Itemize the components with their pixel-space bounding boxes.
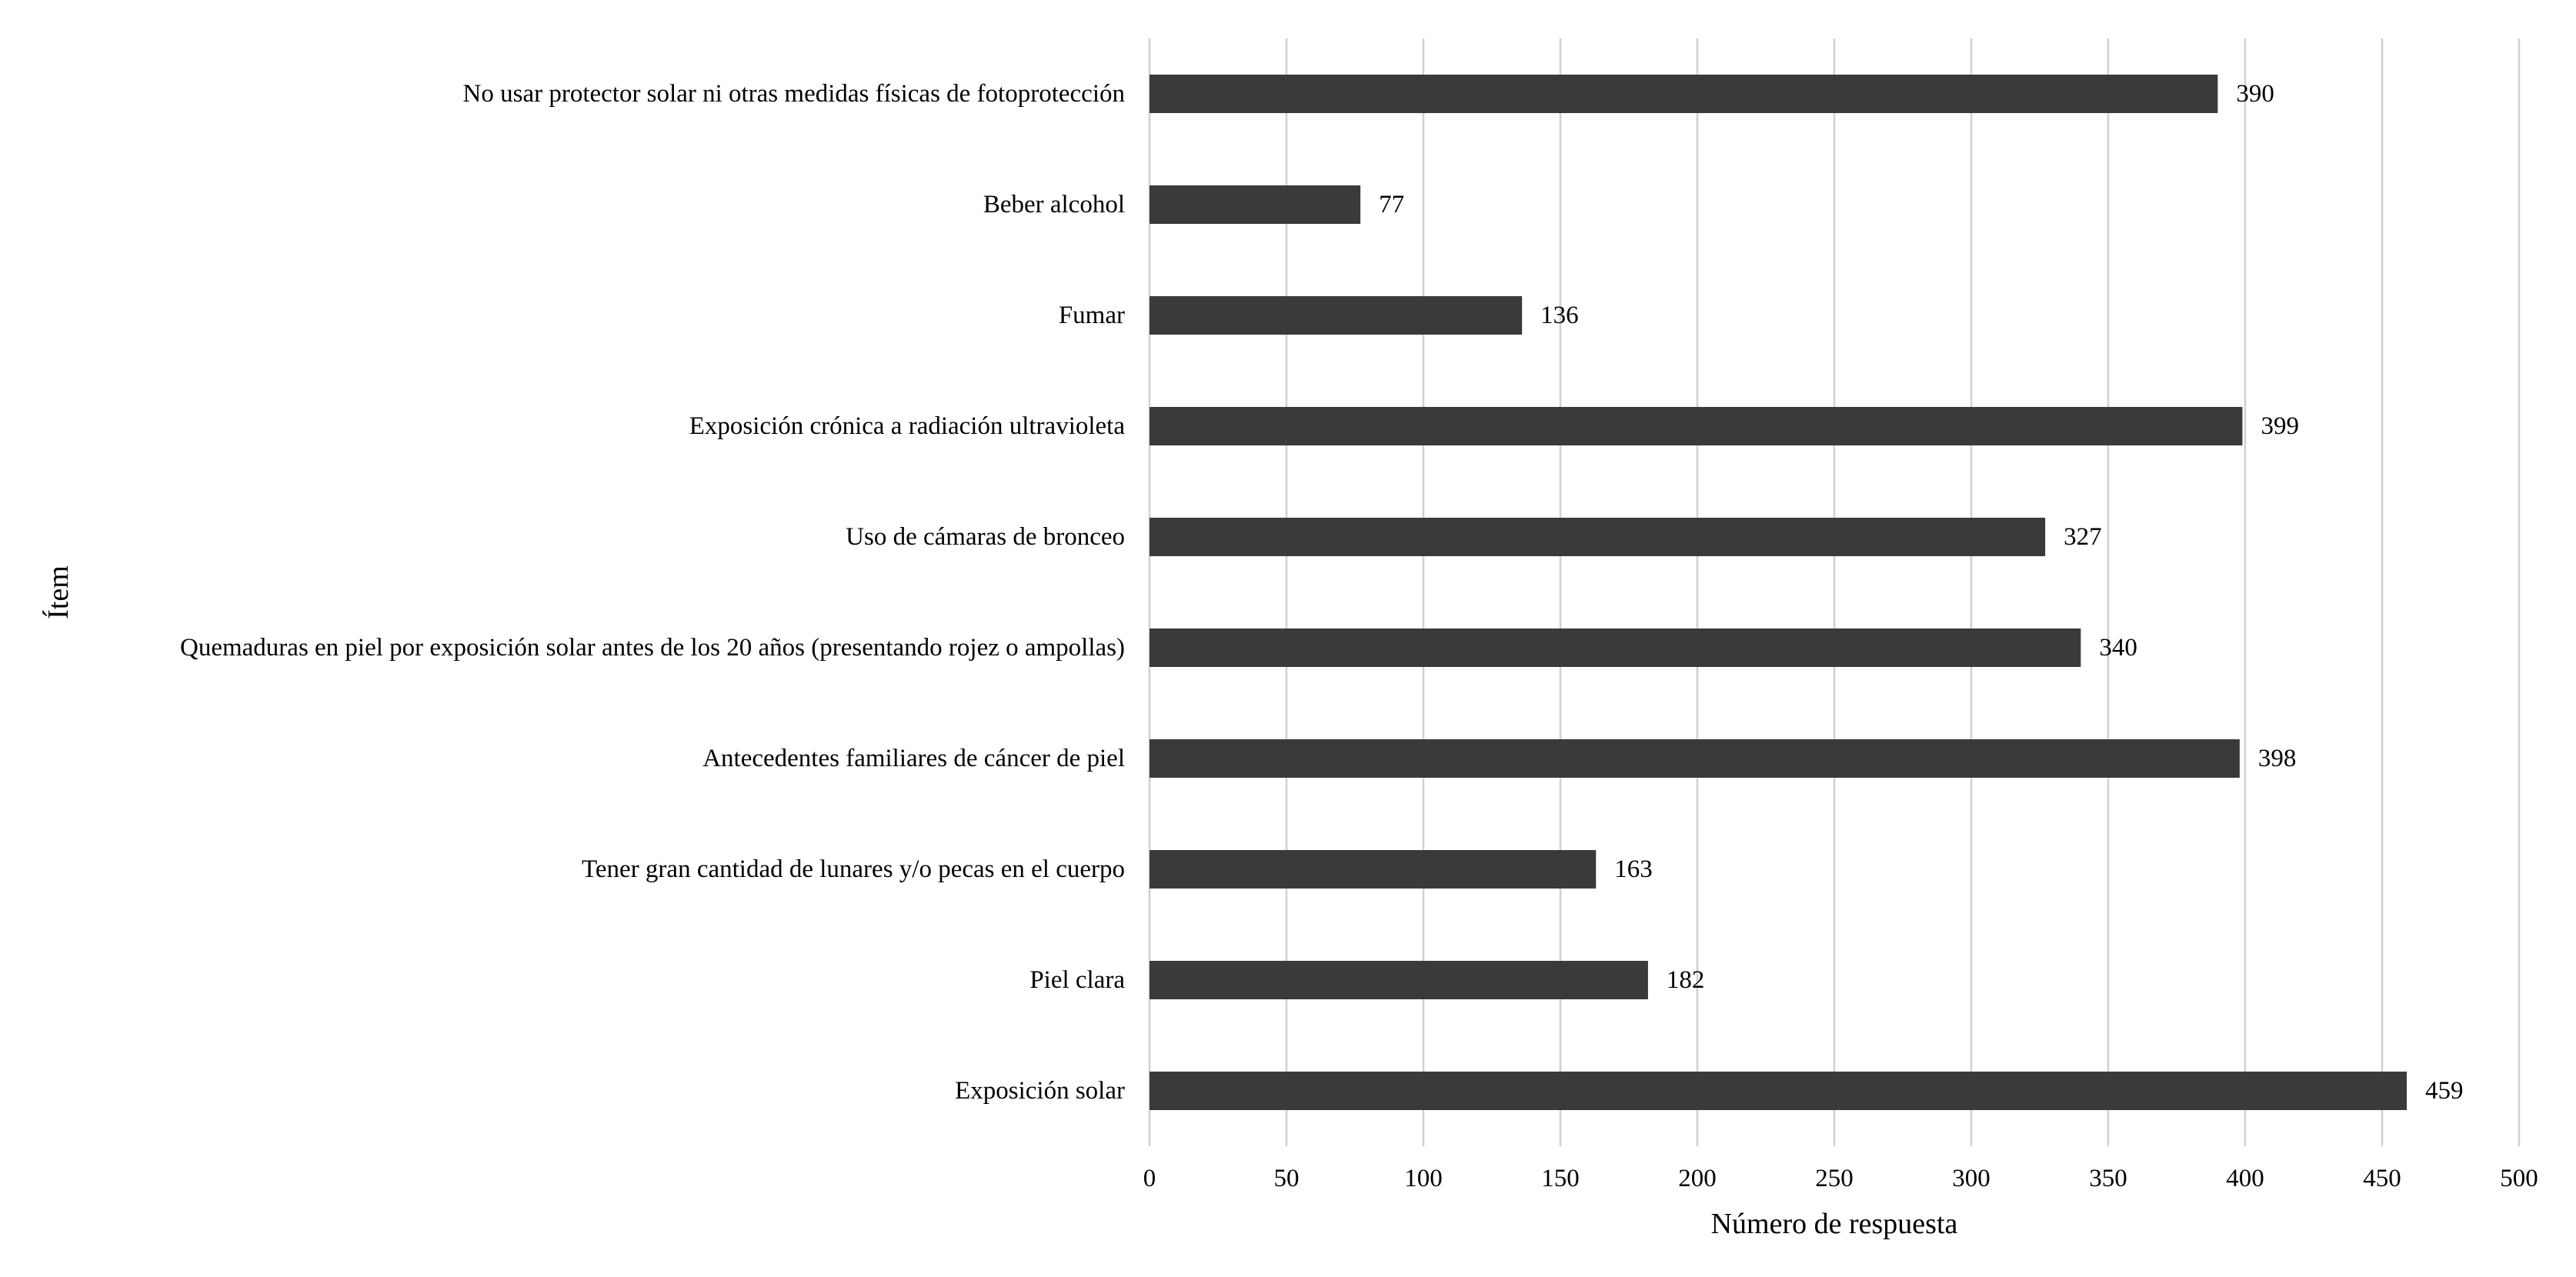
category-label: No usar protector solar ni otras medidas físicas de fotoprotección xyxy=(462,80,1125,108)
bar xyxy=(1150,739,2240,778)
y-axis-title: Ítem xyxy=(42,565,75,619)
category-labels xyxy=(180,80,1125,1105)
category-label: Beber alcohol xyxy=(983,191,1125,218)
data-label: 136 xyxy=(1540,302,1579,329)
x-tick-label: 400 xyxy=(2226,1165,2264,1192)
bars xyxy=(1150,75,2407,1110)
category-label: Exposición solar xyxy=(955,1077,1125,1105)
data-label: 182 xyxy=(1666,966,1705,994)
bar xyxy=(1150,296,1522,335)
bar xyxy=(1150,850,1596,889)
x-tick-label: 350 xyxy=(2089,1165,2127,1192)
category-label: Fumar xyxy=(1058,302,1125,329)
data-label: 340 xyxy=(2099,634,2137,662)
data-labels xyxy=(1379,80,2463,1105)
data-label: 390 xyxy=(2236,80,2274,108)
x-tick-label: 200 xyxy=(1678,1165,1717,1192)
data-label: 459 xyxy=(2425,1077,2464,1105)
category-label: Quemaduras en piel por exposición solar antes de los 20 años (presentando rojez o ampollas) xyxy=(180,634,1125,662)
bar xyxy=(1150,518,2045,556)
category-label: Tener gran cantidad de lunares y/o pecas en el cuerpo xyxy=(582,855,1125,883)
x-tick-label: 100 xyxy=(1404,1165,1443,1192)
x-tick-label: 300 xyxy=(1952,1165,1990,1192)
x-tick-label: 50 xyxy=(1273,1165,1300,1192)
bar xyxy=(1150,961,1648,999)
category-label: Uso de cámaras de bronceo xyxy=(846,523,1125,551)
x-tick-labels xyxy=(1143,1165,2538,1192)
bar xyxy=(1150,1072,2407,1110)
category-label: Piel clara xyxy=(1029,966,1125,994)
bar xyxy=(1150,185,1360,224)
data-label: 398 xyxy=(2257,745,2297,772)
x-tick-label: 0 xyxy=(1143,1165,1156,1192)
x-tick-label: 250 xyxy=(1815,1165,1854,1192)
data-label: 399 xyxy=(2261,412,2299,440)
data-label: 327 xyxy=(2064,523,2102,551)
data-label: 163 xyxy=(1614,855,1653,883)
bar xyxy=(1150,75,2217,113)
bar xyxy=(1150,407,2242,445)
x-tick-label: 500 xyxy=(2500,1165,2538,1192)
category-label: Antecedentes familiares de cáncer de piel xyxy=(702,745,1125,772)
data-label: 77 xyxy=(1379,191,1405,218)
bar xyxy=(1150,628,2080,667)
x-tick-label: 450 xyxy=(2363,1165,2401,1192)
x-tick-label: 150 xyxy=(1541,1165,1580,1192)
category-label: Exposición crónica a radiación ultravioleta xyxy=(689,412,1125,440)
x-axis-title: Número de respuesta xyxy=(1710,1208,1958,1240)
